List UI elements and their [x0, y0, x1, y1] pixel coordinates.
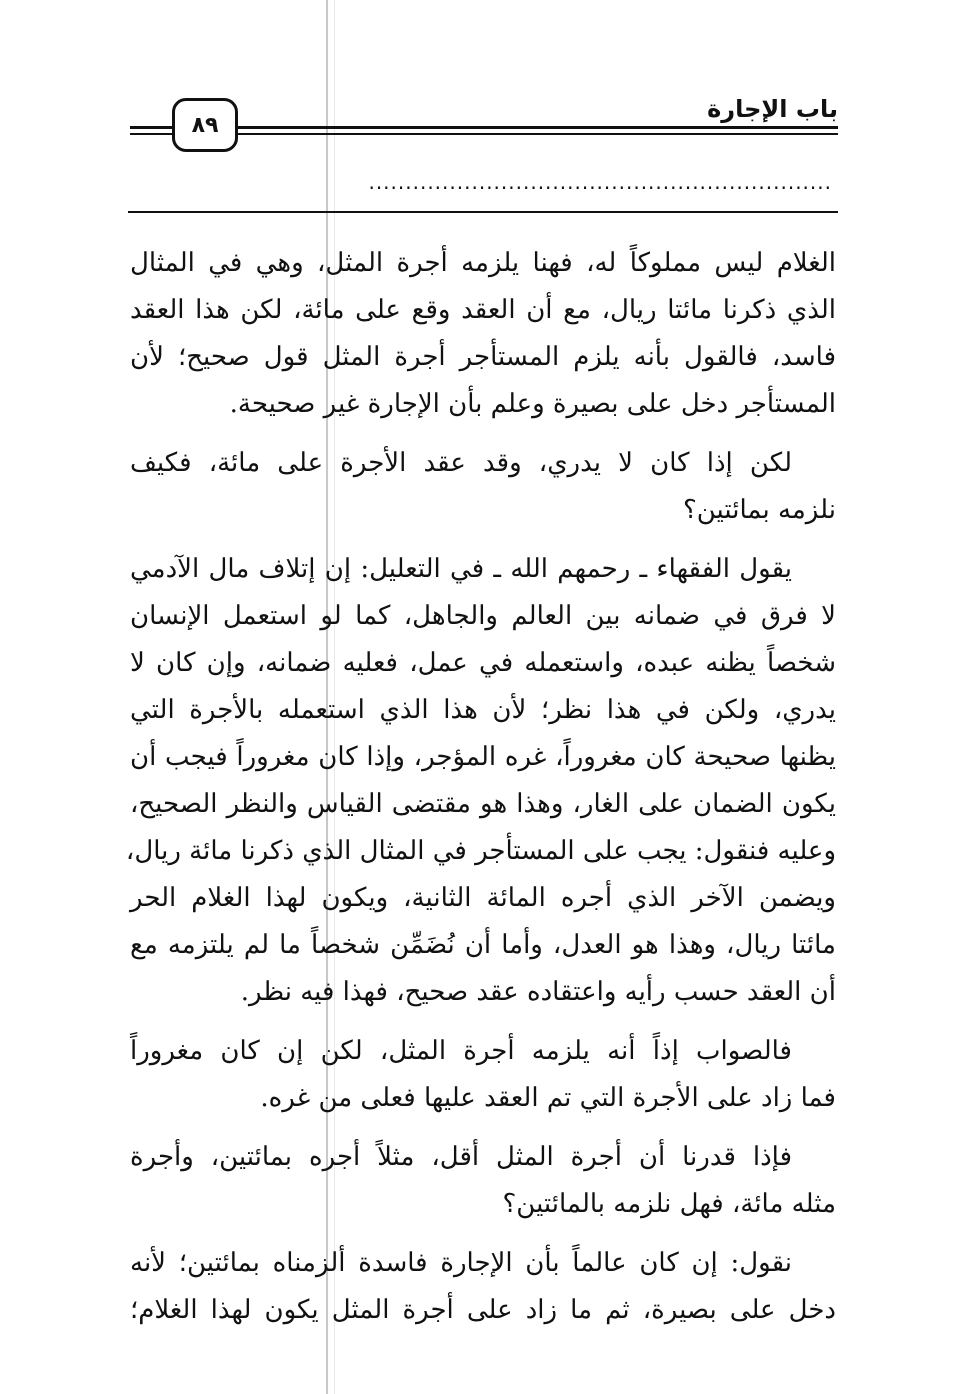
text-line: مثله مائة، فهل نلزمه بالمائتين؟	[502, 1189, 836, 1219]
text-line: مائتا ريال، وهذا هو العدل، وأما أن نُضَمِّن شخصاً ما لم يلتزمه مع	[130, 930, 836, 960]
text-line: المستأجر دخل على بصيرة وعلم بأن الإجارة غير صحيحة.	[229, 389, 836, 419]
paragraph	[130, 240, 836, 428]
text-line: فالصواب إذاً أنه يلزمه أجرة المثل، لكن إن كان مغروراً	[130, 1036, 792, 1066]
dotted-separator: ...............................................................	[368, 170, 832, 194]
text-line: أن العقد حسب رأيه واعتقاده عقد صحيح، فهذا فيه نظر.	[240, 977, 836, 1007]
paragraph	[130, 1028, 836, 1122]
text-line: وعليه فنقول: يجب على المستأجر في المثال الذي ذكرنا مائة ريال،	[125, 836, 836, 866]
page-header	[130, 92, 838, 152]
text-line: يكون الضمان على الغار، وهذا هو مقتضى القياس والنظر الصحيح،	[130, 789, 836, 819]
paragraph	[130, 440, 836, 534]
text-line: الذي ذكرنا مائتا ريال، مع أن العقد وقع على مائة، لكن هذا العقد	[130, 295, 836, 325]
text-line: ويضمن الآخر الذي أجره المائة الثانية، ويكون لهذا الغلام الحر	[130, 883, 836, 913]
text-line: الغلام ليس مملوكاً له، فهنا يلزمه أجرة المثل، وهي في المثال	[130, 248, 836, 278]
text-line: لكن إذا كان لا يدري، وقد عقد الأجرة على مائة، فكيف	[130, 448, 792, 478]
text-line: شخصاً يظنه عبده، واستعمله في عمل، فعليه ضمانه، وإن كان لا	[130, 648, 836, 678]
text-line: فإذا قدرنا أن أجرة المثل أقل، مثلاً أجره بمائتين، وأجرة	[130, 1142, 792, 1172]
text-line: نقول: إن كان عالماً بأن الإجارة فاسدة ألزمناه بمائتين؛ لأنه	[130, 1248, 792, 1278]
paragraph	[130, 1134, 836, 1228]
text-line: يظنها صحيحة كان مغروراً، غره المؤجر، وإذا كان مغروراً فيجب أن	[130, 742, 836, 772]
text-line: يدري، ولكن في هذا نظر؛ لأن هذا الذي استعمله بالأجرة التي	[130, 695, 836, 725]
text-line: لا فرق في ضمانه بين العالم والجاهل، كما لو استعمل الإنسان	[130, 601, 836, 631]
chapter-title: باب الإجارة	[701, 94, 838, 124]
paragraph	[130, 1240, 836, 1334]
separator-rule	[128, 211, 838, 213]
paragraph	[125, 546, 836, 1016]
page-number: ٨٩	[172, 98, 238, 152]
text-line: يقول الفقهاء ـ رحمهم الله ـ في التعليل: إن إتلاف مال الآدمي	[130, 554, 792, 584]
body-text	[125, 240, 836, 1346]
text-line: فما زاد على الأجرة التي تم العقد عليها فعلى من غره.	[260, 1083, 836, 1113]
text-line: دخل على بصيرة، ثم ما زاد على أجرة المثل يكون لهذا الغلام؛	[130, 1295, 836, 1325]
text-line: فاسد، فالقول بأنه يلزم المستأجر أجرة المثل قول صحيح؛ لأن	[130, 342, 836, 372]
text-line: نلزمه بمائتين؟	[682, 495, 836, 525]
